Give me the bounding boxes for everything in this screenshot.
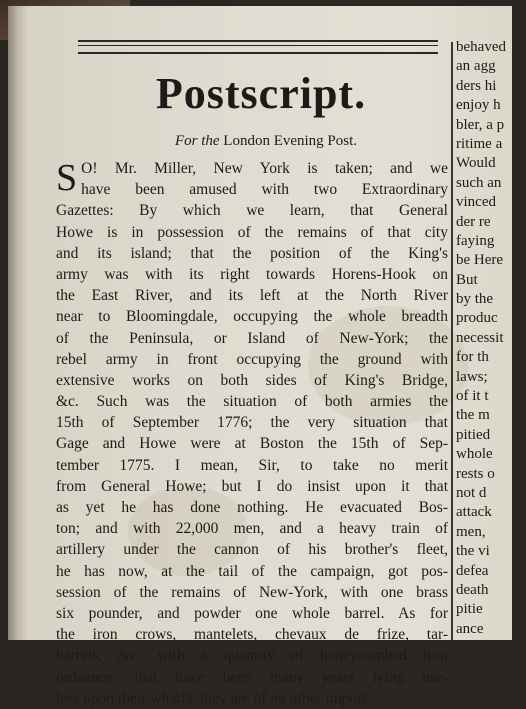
subhead-source: London Evening Post. [223, 133, 358, 149]
article-line: army was with its right towards Horens-Hook on [56, 265, 448, 283]
article-line: the iron crows, mantelets, chevaux de frize, tar- [56, 626, 448, 644]
adjacent-column-line: ders hi [456, 77, 497, 94]
article-line: artillery under the cannon of his brother's fleet, [56, 541, 448, 559]
adjacent-column-line: der re [456, 213, 491, 230]
article-line: less upon their wharfs, they are of no other import [56, 689, 367, 707]
article-line: 15th of September 1776; the very situation that [56, 414, 448, 432]
adjacent-column-line: faying [456, 232, 495, 249]
article-line: from General Howe; but I do insist upon it that [56, 477, 448, 495]
adjacent-column-line: the m [456, 407, 490, 424]
adjacent-column-line: But [456, 271, 478, 288]
adjacent-column-line: an agg [456, 58, 496, 75]
adjacent-column-line: behaved [456, 39, 506, 55]
article-line: and its island; that the position of the King's [56, 244, 448, 262]
adjacent-column-line: produc [456, 310, 498, 327]
article-line: Gazettes: By which we learn, that General [56, 202, 448, 220]
article-line: tember 1775. I mean, Sir, to take no merit [56, 456, 448, 474]
article-line: he has now, at the tail of the campaign, got pos- [56, 562, 448, 580]
column-rule [451, 42, 453, 640]
page-fold [8, 6, 26, 640]
article-line: Howe is in possession of the remains of that city [56, 223, 448, 241]
article-line: ordnance, that have been many years lying use- [56, 668, 448, 686]
adjacent-column-line: attack [456, 504, 492, 521]
adjacent-column [456, 38, 526, 640]
drop-cap: S [56, 157, 78, 199]
main-column [56, 36, 448, 707]
adjacent-column-line: of it t [456, 388, 489, 405]
article-line: &c. Such was the situation of both armies the [56, 393, 448, 411]
article-line: Gage and Howe were at Boston the 15th of Sep- [56, 435, 448, 453]
adjacent-column-line: rests o [456, 465, 495, 482]
subhead-prefix: For the [174, 133, 220, 149]
adjacent-column-line: for th [456, 349, 489, 366]
adjacent-column-line: be Here [456, 252, 504, 269]
adjacent-column-line: laws; [456, 368, 488, 385]
adjacent-column-line: such an [456, 174, 502, 191]
article-line: session of the remains of New-York, with one brass [56, 583, 448, 601]
article-body [56, 158, 448, 709]
top-rule [78, 40, 438, 54]
adjacent-column-line: men, [456, 523, 486, 540]
article-line: rebel army in front occupying the ground with [56, 350, 448, 368]
adjacent-column-line: vinced [456, 194, 496, 211]
adjacent-column-line: by the [456, 291, 494, 308]
article-line: as yet he has done nothing. He evacuated Bos- [56, 499, 448, 516]
adjacent-column-line: ance [456, 620, 484, 637]
adjacent-column-line: not d [456, 484, 487, 501]
article-line: O! Mr. Miller, New York is taken; and we [81, 160, 448, 177]
adjacent-column-line: pitie [456, 601, 483, 618]
adjacent-column-line: Would [456, 155, 496, 172]
adjacent-column-line: enjoy h [456, 97, 501, 114]
article-line: of the Peninsula, or Island of New-York; the [56, 329, 448, 347]
adjacent-column-line: death [456, 581, 489, 598]
article-line: the East River, and its left at the North River [56, 287, 448, 305]
article-lines [56, 158, 448, 709]
article-line: have been amused with two Extraordinary [81, 181, 448, 199]
newspaper-page [8, 6, 512, 707]
article-line: near to Bloomingdale, occupying the whole breadth [56, 308, 448, 326]
article-line: barrels, &c. with a quantity of honeycombed iron [56, 647, 448, 665]
article-line: ton; and with 22,000 men, and a heavy train of [56, 520, 448, 538]
article-line: six pounder, and powder one whole barrel. As for [56, 604, 448, 622]
adjacent-column-line: bler, a p [456, 116, 505, 133]
adjacent-column-line: the vi [456, 543, 490, 560]
adjacent-column-line: necessit [456, 329, 504, 346]
adjacent-column-line: defea [456, 562, 489, 579]
article-line: extensive works on both sides of King's Bridge, [56, 371, 448, 389]
adjacent-column-line: ritime a [456, 135, 503, 152]
subhead [136, 132, 396, 150]
adjacent-column-line: pitied [456, 426, 491, 443]
adjacent-column-line: whole [456, 446, 493, 463]
masthead-title: Postscript. [155, 69, 367, 118]
